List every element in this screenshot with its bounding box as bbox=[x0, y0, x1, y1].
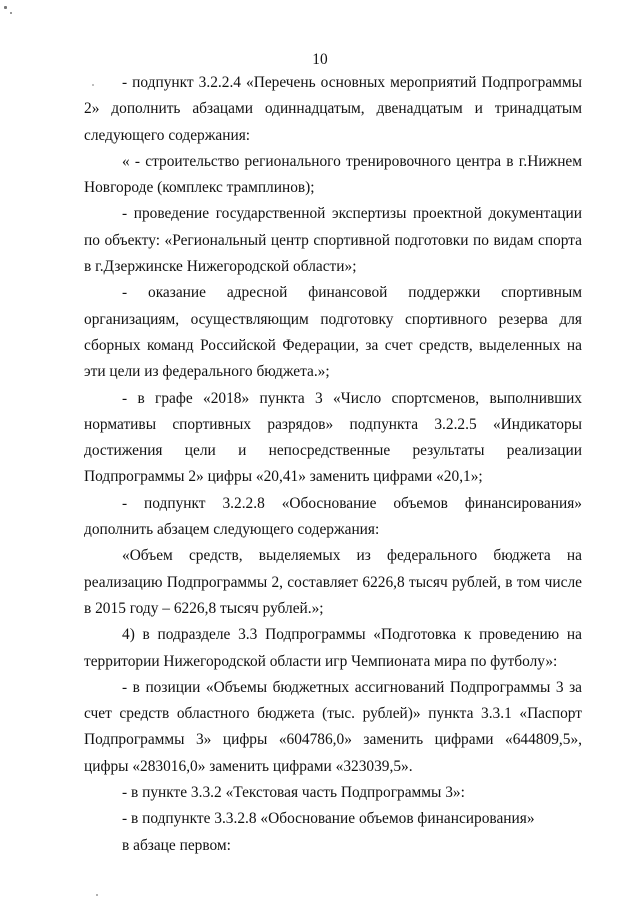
paragraph: - подпункт 3.2.2.8 «Обоснование объемов финансирования» дополнить абзацем следующего содержания: bbox=[84, 494, 582, 539]
page-number: 10 bbox=[312, 51, 328, 68]
paragraph: - в позиции «Объемы бюджетных ассигнований Подпрограммы 3 за счет средств областного бюджета (тыс. рублей)» пункта 3.3.1 «Паспорт Подпрограммы 3» цифры «604786,0» заменить цифрами «644809,5», цифры «283016,0» заменить цифрами «323039,5». bbox=[84, 678, 582, 775]
document-body bbox=[84, 70, 582, 859]
paragraph: 4) в подразделе 3.3 Подпрограммы «Подготовка к проведению на территории Нижегородской области игр Чемпионата мира по футболу»: bbox=[84, 626, 582, 670]
paragraph: - в пункте 3.3.2 «Текстовая часть Подпрограммы 3»: bbox=[122, 784, 465, 802]
paragraph: - оказание адресной финансовой поддержки спортивным организациям, осуществляющим подготовку спортивного резерва для сборных команд Российской Федерации, за счет средств, выделенных на эти цели из федерального бюджета.»; bbox=[84, 284, 582, 381]
scan-speck bbox=[4, 6, 7, 9]
paragraph: - проведение государственной экспертизы проектной документации по объекту: «Региональный центр спортивной подготовки по видам спорта в г.Дзержинске Нижегородской области»; bbox=[84, 205, 582, 276]
paragraph: «Объем средств, выделяемых из федерального бюджета на реализацию Подпрограммы 2, составляет 6226,8 тысяч рублей, в том числе в 2015 году – 6226,8 тысяч рублей.»; bbox=[84, 547, 582, 617]
paragraph: в абзаце первом: bbox=[122, 836, 231, 854]
paragraph: - в графе «2018» пункта 3 «Число спортсменов, выполнивших нормативы спортивных разрядов» подпункта 3.2.2.5 «Индикаторы достижения цели и непосредственные результаты реализации Подпрограммы 2» цифры «20,41» заменить цифрами «20,1»; bbox=[84, 389, 582, 486]
paragraph: « - строительство регионального тренировочного центра в г.Нижнем Новгороде (комплекс трамплинов); bbox=[84, 152, 582, 197]
paragraph: - в подпункте 3.3.2.8 «Обоснование объемов финансирования» bbox=[122, 810, 535, 828]
paragraph: - подпункт 3.2.2.4 «Перечень основных мероприятий Подпрограммы 2» дополнить абзацами одиннадцатым, двенадцатым и тринадцатым следующего содержания: bbox=[84, 74, 582, 144]
scan-speck bbox=[10, 12, 12, 14]
scan-speck bbox=[96, 894, 98, 896]
